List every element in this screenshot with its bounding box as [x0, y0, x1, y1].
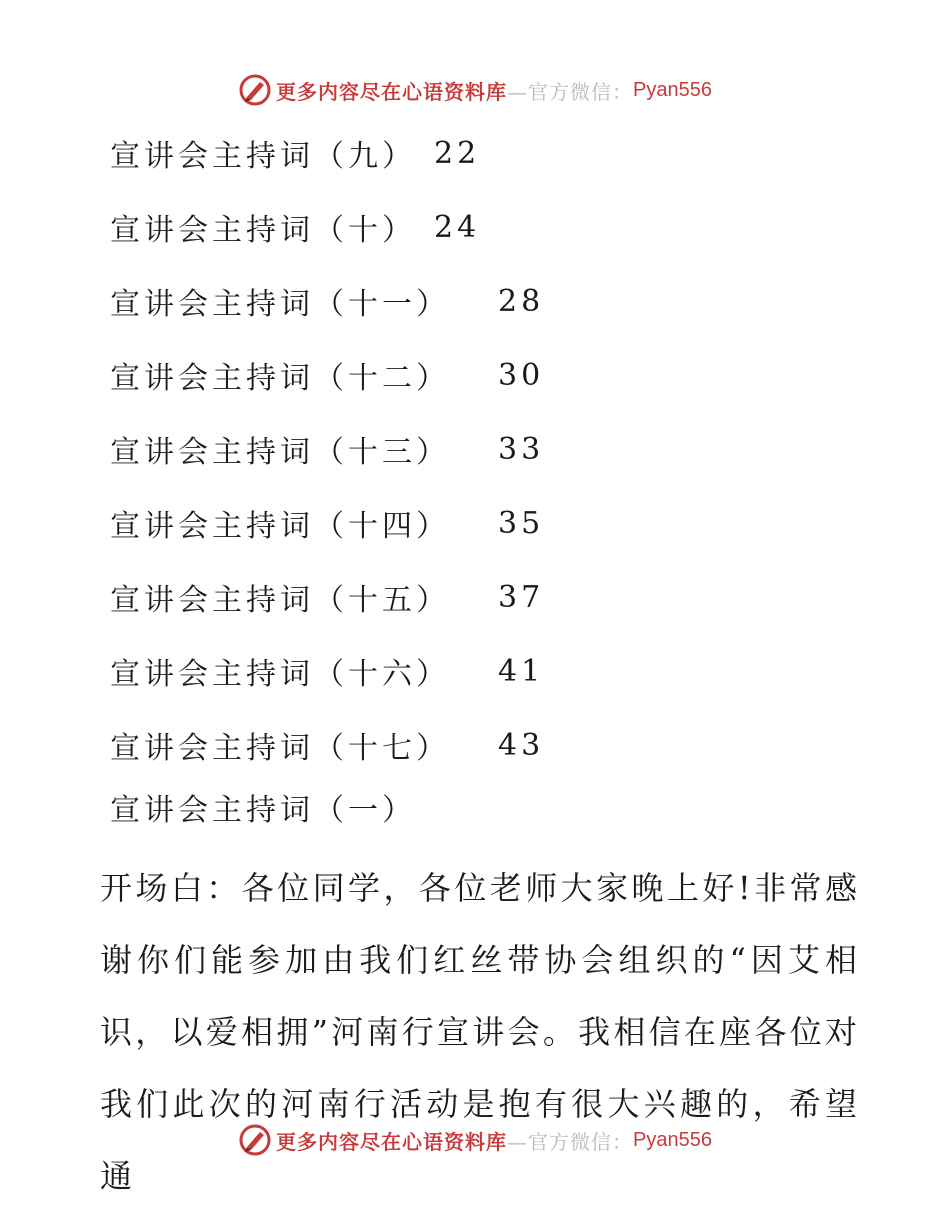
toc-entry-title: 宣讲会主持词（十二）: [110, 361, 450, 396]
toc-entry-page: 43: [498, 727, 545, 763]
toc-entry[interactable]: [110, 486, 544, 560]
banner-wechat-id: Pyan556: [633, 78, 712, 101]
banner-main-text: 更多内容尽在心语资料库: [276, 1129, 508, 1154]
toc-entry[interactable]: [110, 560, 544, 634]
toc-entry-title: 宣讲会主持词（十五）: [110, 583, 450, 618]
table-of-contents: [110, 116, 544, 782]
toc-entry[interactable]: [110, 338, 544, 412]
toc-entry-page: 30: [498, 357, 545, 393]
pen-logo-icon: [238, 1123, 272, 1157]
toc-entry[interactable]: [110, 116, 544, 190]
footer-watermark-banner: [0, 1120, 950, 1160]
banner-main-text: 更多内容尽在心语资料库: [276, 79, 508, 104]
banner-separator-text: —官方微信：: [507, 79, 634, 104]
banner-wechat-id: Pyan556: [633, 1128, 712, 1151]
pen-logo-icon: [238, 73, 272, 107]
header-watermark-banner: [0, 70, 950, 110]
toc-entry[interactable]: [110, 190, 544, 264]
section-body-text: 开场白：各位同学，各位老师大家晚上好!非常感谢你们能参加由我们红丝带协会组织的“因艾相识，以爱相拥”河南行宣讲会。我相信在座各位对我们此次的河南行活动是抱有很大兴趣的，希望通: [100, 869, 860, 1195]
toc-entry-title: 宣讲会主持词（十一）: [110, 287, 450, 322]
toc-entry[interactable]: [110, 634, 544, 708]
toc-entry-page: 37: [498, 579, 545, 615]
toc-entry-page: 22: [434, 135, 481, 171]
toc-entry-page: 33: [498, 431, 545, 467]
toc-entry-title: 宣讲会主持词（十三）: [110, 435, 450, 470]
toc-entry[interactable]: [110, 708, 544, 782]
banner-separator-text: —官方微信：: [507, 1129, 634, 1154]
toc-entry-title: 宣讲会主持词（十四）: [110, 509, 450, 544]
toc-entry-page: 41: [498, 653, 545, 689]
toc-entry-page: 35: [498, 505, 545, 541]
toc-entry-title: 宣讲会主持词（十七）: [110, 731, 450, 766]
toc-entry[interactable]: [110, 412, 544, 486]
toc-entry-title: 宣讲会主持词（九）: [110, 139, 416, 174]
toc-entry-page: 28: [498, 283, 545, 319]
section-heading: 宣讲会主持词（一）: [110, 793, 416, 828]
toc-entry-title: 宣讲会主持词（十）: [110, 213, 416, 248]
toc-entry-title: 宣讲会主持词（十六）: [110, 657, 450, 692]
toc-entry[interactable]: [110, 264, 544, 338]
toc-entry-page: 24: [434, 209, 481, 245]
